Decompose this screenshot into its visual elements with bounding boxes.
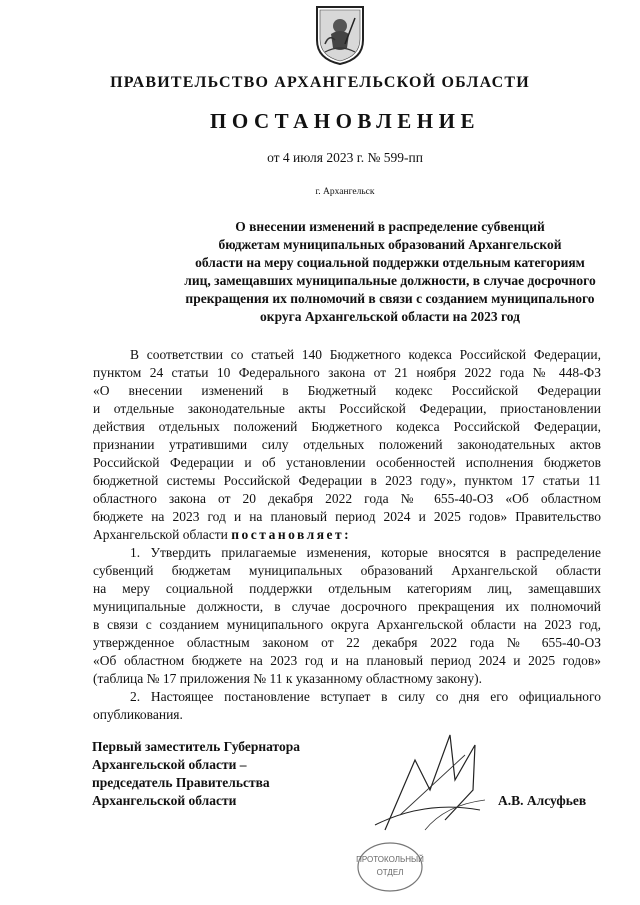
body-line: признании утратившими силу отдельных положений законодательных актов (93, 437, 601, 452)
date-and-number: от 4 июля 2023 г. № 599-пп (267, 150, 423, 165)
position-line: Архангельской области (92, 793, 237, 808)
svg-text:ПРОТОКОЛЬНЫЙ: ПРОТОКОЛЬНЫЙ (356, 855, 424, 864)
body-line: «О внесении изменений в Бюджетный кодекс Российской Федерации (93, 383, 601, 398)
body-line: «Об областном бюджете на 2023 год и на плановый период 2024 и 2025 годов» (93, 653, 601, 668)
title-line: округа Архангельской области на 2023 год (260, 309, 520, 324)
position-line: Первый заместитель Губернатора (92, 739, 300, 754)
city: г. Архангельск (315, 187, 375, 197)
signatory-name: А.В. Алсуфьев (498, 793, 587, 808)
body-line: действия отдельных положений Бюджетного кодекса Российской Федерации, (93, 419, 601, 434)
document-body (93, 346, 601, 724)
body-line: в связи с созданием муниципального округа Архангельской области на 2023 год, (93, 617, 601, 632)
handwritten-signature (355, 720, 505, 840)
body-line: бюджете на 2023 год и на плановый период 2024 и 2025 годов» Правительство (93, 509, 601, 524)
body-line: областного закона от 20 декабря 2022 года № 655-40-ОЗ «Об областном (93, 491, 601, 506)
authority-name: Архангельской области (93, 527, 228, 542)
svg-text:ОТДЕЛ: ОТДЕЛ (376, 868, 404, 877)
signatory-position (92, 738, 300, 810)
body-line: бюджетной системы Российской Федерации в 2023 году», пунктом 17 статьи 11 (93, 473, 601, 488)
position-line: Архангельской области – (92, 757, 247, 772)
decree-word: постановляет: (231, 527, 352, 542)
body-line: 1. Утвердить прилагаемые изменения, которые вносятся в распределение (130, 545, 601, 560)
body-line: субвенций бюджетам муниципальных образований Архангельской области (93, 563, 601, 578)
title-line: бюджетам муниципальных образований Архангельской (218, 237, 562, 252)
title-line: области на меру социальной поддержки отдельным категориям (195, 255, 585, 270)
resolution-title (100, 218, 640, 326)
body-line: на меру социальной поддержки отдельным категориям лиц, замещавших (93, 581, 601, 596)
title-line: О внесении изменений в распределение субвенций (235, 219, 545, 234)
body-line: опубликования. (93, 707, 183, 722)
document-type: ПОСТАНОВЛЕНИЕ (210, 109, 480, 133)
body-line: 2. Настоящее постановление вступает в силу со дня его официального (130, 689, 601, 704)
body-line: и отдельные законодательные акты Российской Федерации, приостановлении (93, 401, 601, 416)
title-line: прекращения их полномочий в связи с созданием муниципального (185, 291, 595, 306)
body-line: Российской Федерации и об установлении особенностей исполнения бюджетов (93, 455, 601, 470)
body-line: муниципальные должности, в случае досрочного прекращения их полномочий (93, 599, 601, 614)
body-line: пунктом 24 статьи 10 Федерального закона от 21 ноября 2022 года № 448-ФЗ (93, 365, 601, 380)
title-line: лиц, замещавших муниципальные должности, в случае досрочного (184, 273, 596, 288)
body-line: (таблица № 17 приложения № 11 к указанному областному закону). (93, 671, 482, 686)
coat-of-arms-emblem (313, 4, 367, 66)
body-line (93, 526, 601, 544)
position-line: председатель Правительства (92, 775, 270, 790)
protocol-department-stamp (355, 840, 425, 894)
body-line: В соответствии со статьей 140 Бюджетного кодекса Российской Федерации, (130, 347, 601, 362)
body-line: утвержденное областным законом от 22 декабря 2022 года № 655-40-ОЗ (93, 635, 601, 650)
government-name: ПРАВИТЕЛЬСТВО АРХАНГЕЛЬСКОЙ ОБЛАСТИ (110, 74, 530, 91)
